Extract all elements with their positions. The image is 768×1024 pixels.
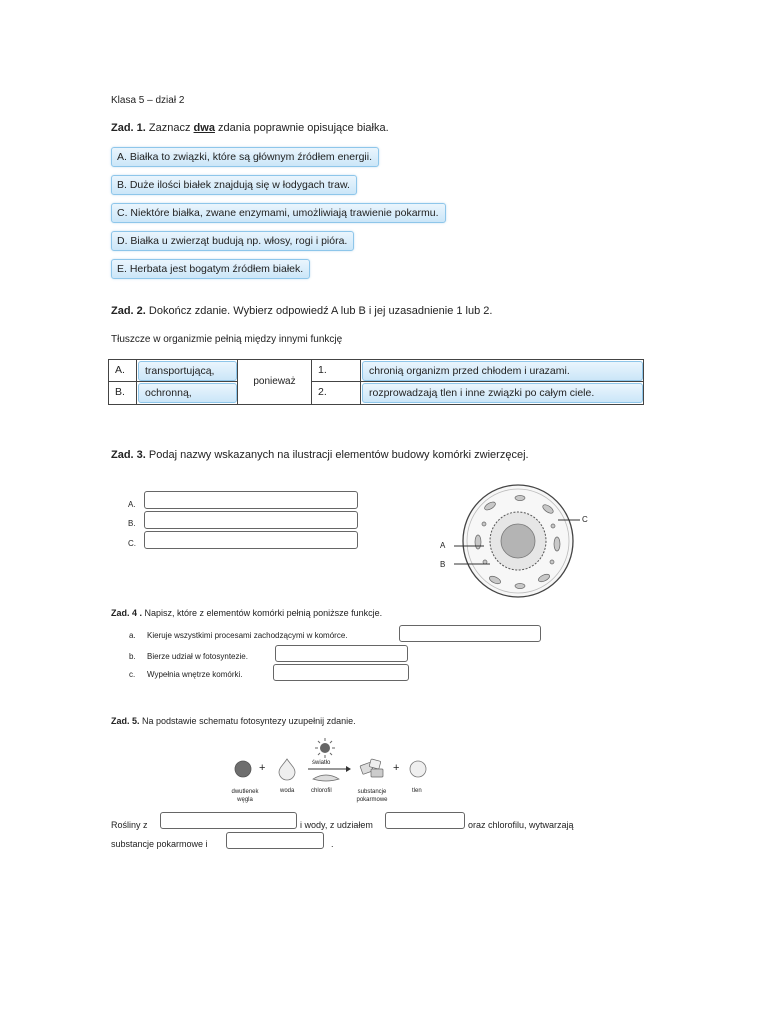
food-substances-label-line1: substancje [357,789,387,795]
task2-table [108,359,644,405]
task4-input-b[interactable] [275,645,408,662]
carbon-dioxide-label [227,788,263,804]
task5-label: Zad. 5. [111,716,140,726]
water-label: woda [280,788,295,794]
task1-prompt-bold: dwa [193,122,215,134]
class-label: Klasa 5 – dział 2 [111,95,185,106]
task4-label: Zad. 4 . [111,608,143,618]
task4-heading [111,608,382,618]
task5-sentence-part2: i wody, z udziałem [300,820,373,830]
task2-heading [111,305,492,317]
task2-label: Zad. 2. [111,305,146,317]
task1-option-a[interactable]: A. Białka to związki, które są głównym źródłem energii. [111,147,379,167]
table-number-2: 2. [318,386,327,398]
photosynthesis-scheme [225,738,440,788]
plus-sign-2: + [393,762,400,774]
task4-text-c: Wypełnia wnętrze komórki. [147,670,243,679]
task5-sentence-part3: oraz chlorofilu, wytwarzają [468,820,574,830]
task4-input-a[interactable] [399,625,541,642]
task1-prompt-after: zdania poprawnie opisujące białka. [218,122,389,134]
task4-marker-c: c. [129,670,136,679]
task1-option-c[interactable]: C. Niektóre białka, zwane enzymami, umożliwiają trawienie pokarmu. [111,203,446,223]
task1-label: Zad. 1. [111,122,146,134]
task3-field-b-input[interactable] [144,511,358,529]
task3-field-c-input[interactable] [144,531,358,549]
arrow-head-icon [346,766,351,772]
food-substances-icon [360,759,383,777]
task1-option-d[interactable]: D. Białka u zwierząt budują np. włosy, rogi i pióra. [111,231,354,251]
task3-field-a-input[interactable] [144,491,358,509]
task4-prompt: Napisz, które z elementów komórki pełnią poniższe funkcje. [144,608,383,618]
diagram-label-a: A [440,541,446,550]
plus-sign-1: + [259,762,266,774]
task2-prompt: Dokończ zdanie. Wybierz odpowiedź A lub B i jej uzasadnienie 1 lub 2. [148,305,493,317]
sun-icon [315,738,335,758]
light-label: światło [312,760,331,766]
table-reason-1[interactable]: chronią organizm przed chłodem i urazami. [362,361,643,381]
nucleolus [501,524,535,558]
diagram-label-b: B [440,560,446,569]
oxygen-label: tlen [412,788,422,794]
table-letter-a: A. [115,364,125,376]
task4-marker-b: b. [129,652,136,661]
carbon-dioxide-icon [235,761,251,777]
task5-sentence-end: . [331,839,334,849]
task1-heading [111,122,389,134]
table-divider [136,360,137,404]
table-reason-2[interactable]: rozprowadzają tlen i inne związki po całym ciele. [362,383,643,403]
task5-sentence-part4: substancje pokarmowe i [111,839,208,849]
task5-input-2[interactable] [385,812,465,829]
task5-input-1[interactable] [160,812,297,829]
task4-marker-a: a. [129,631,136,640]
task4-text-a: Kieruje wszystkimi procesami zachodzącymi w komórce. [147,631,348,640]
table-divider [360,360,361,404]
diagram-label-c: C [582,515,588,524]
chlorophyll-label: chlorofil [311,788,332,794]
task2-sentence: Tłuszcze w organizmie pełnią między innymi funkcję [111,334,343,345]
food-substances-label-line2: pokarmowe [356,797,388,803]
table-divider [311,381,643,382]
task4-input-c[interactable] [273,664,409,681]
table-number-1: 1. [318,364,327,376]
task4-text-b: Bierze udział w fotosyntezie. [147,652,248,661]
table-answer-b[interactable]: ochronną, [138,383,237,403]
task3-field-b-label: B. [128,519,136,528]
chlorophyll-leaf-icon [313,775,339,781]
task3-field-a-label: A. [128,500,136,509]
task5-input-3[interactable] [226,832,324,849]
task5-heading [111,716,356,726]
animal-cell-diagram [440,484,600,604]
task1-option-b[interactable]: B. Duże ilości białek znajdują się w łodygach traw. [111,175,357,195]
oxygen-icon [410,761,426,777]
water-drop-icon [279,759,295,780]
task3-prompt: Podaj nazwy wskazanych na ilustracji elementów budowy komórki zwierzęcej. [148,449,529,461]
table-letter-b: B. [115,386,125,398]
task5-sentence-part1: Rośliny z [111,820,148,830]
table-connector: ponieważ [253,376,296,387]
task5-prompt: Na podstawie schematu fotosyntezy uzupełnij zdanie. [142,716,356,726]
task3-heading [111,449,529,461]
task1-option-e[interactable]: E. Herbata jest bogatym źródłem białek. [111,259,310,279]
carbon-dioxide-label-line2: węgla [237,797,253,803]
food-substances-label [352,788,392,804]
carbon-dioxide-label-line1: dwutlenek [231,789,259,795]
task3-field-c-label: C. [128,539,136,548]
table-answer-a[interactable]: transportującą, [138,361,237,381]
task1-prompt-before: Zaznacz [148,122,191,134]
task3-label: Zad. 3. [111,449,146,461]
